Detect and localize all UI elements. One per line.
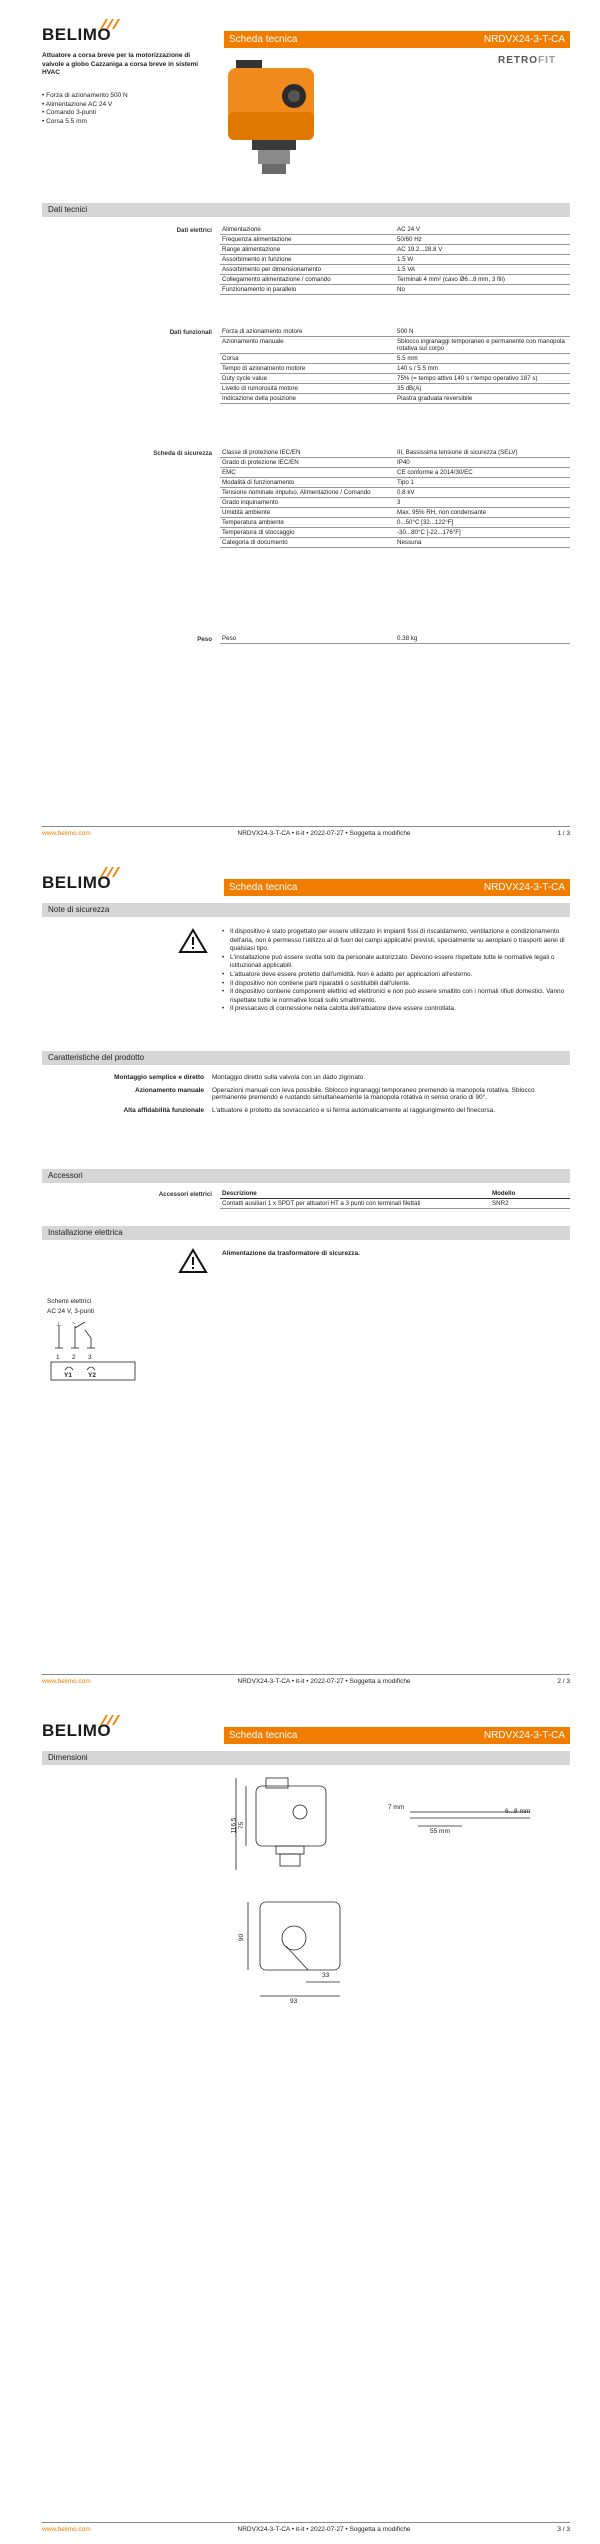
schema-subtitle: AC 24 V, 3-punti [47,1308,95,1315]
logo-wings-icon [98,17,120,31]
y2-label: Y2 [88,1372,96,1379]
belimo-logo: BELIMO [42,865,120,893]
banner-model: NRDVX24-3-T-CA [483,34,565,45]
section-caratteristiche: Caratteristiche del prodotto [42,1051,570,1065]
table-row: Grado di protezione IEC/EN IP40 [220,458,570,468]
dim-label: 7 mm [388,1804,405,1811]
table-row: Peso 0.38 kg [220,634,570,644]
footer [42,826,570,837]
dim-label: 6...8 mm [505,1808,531,1815]
list-item: • L'attuatore deve essere protetto dall'umidità. Non è adatto per applicazioni all'esterno. [222,971,567,980]
actuator-product-image [222,52,332,182]
features-list [42,1074,570,1120]
section-dimensioni: Dimensioni [42,1751,570,1765]
section-installazione-elettrica: Installazione elettrica [42,1226,570,1240]
dim-label: 55 mm [430,1828,450,1835]
table-row: Tensione nominale impulso, Alimentazione / Comando 0.8 kV [220,488,570,498]
table-row: Modalità di funzionamento Tipo 1 [220,478,570,488]
table-row: EMC CE conforme a 2014/30/EC [220,468,570,478]
table-row: Frequenza alimentazione 50/60 Hz [220,235,570,245]
electrical-warning: Alimentazione da trasformatore di sicurezza. [222,1250,360,1257]
terminal-label: 2 [72,1354,76,1361]
footer-link[interactable]: www.belimo.com [42,830,91,837]
dimension-drawing-cable [380,1792,540,1840]
logo-wings-icon [98,1713,120,1727]
y1-label: Y1 [64,1372,72,1379]
table-row: Assorbimento in funzione 1.5 W [220,255,570,265]
list-item: • Il pressacavo di connessione nella calotta dell'attuatore deve essere controllata. [222,1005,567,1014]
dim-label: 75 [238,1821,246,1830]
section-dati-tecnici: Dati tecnici [42,203,570,217]
page-2 [0,848,600,1696]
schema-title: Schemi elettrici [47,1298,92,1305]
section-note-sicurezza: Note di sicurezza [42,903,570,917]
table-row: Range alimentazione AC 19.2...28.8 V [220,245,570,255]
banner-title: Scheda tecnica [229,34,298,45]
table-row: Azionamento manuale Sblocco ingranaggi temporaneo e permanente con manopola rotativa sul corpo [220,337,570,354]
table-row: Forza di azionamento motore 500 N [220,327,570,337]
safety-list [222,928,567,1014]
group-label: Scheda di sicurezza [153,450,212,457]
list-item: • Il dispositivo è stato progettato per essere utilizzato in impianti fissi di riscaldamento, ventilazione e condizionamento dell'aria, non è permesso l'utilizzo al di fuori dei campi applicativi previsti, specialmente su aeroplani o trasporti aerei di qualsiasi tipo. [222,928,567,954]
table-row: Assorbimento per dimensionamento 1.5 VA [220,265,570,275]
dim-label: 90 [238,1933,246,1942]
group-label: Dati funzionali [169,329,212,336]
table-dati-funzionali [220,327,570,404]
section-accessori: Accessori [42,1169,570,1183]
table-row: Tempo di azionamento motore 140 s / 5.5 mm [220,364,570,374]
group-label: Accessori elettrici [158,1191,212,1198]
list-item: • Forza di azionamento 500 N [42,92,128,99]
table-row: Livello di rumorosità motore 35 dB(A) [220,384,570,394]
table-row: Contatti ausiliari 1 x SPDT per attuatori HT a 3 punti con terminali filettati SNR2 [220,1199,570,1209]
table-header: Descrizione Modello [220,1189,570,1199]
ac-symbol: ~ [72,1320,76,1327]
dim-label: 116.5 [230,1817,238,1834]
list-item: • Il dispositivo non contiene parti riparabili o sostituibili dall'utente. [222,980,567,989]
header-banner: Scheda tecnica NRDVX24-3-T-CA [224,1727,570,1744]
footer-doc: NRDVX24-3-T-CA • it-it • 2022-07-27 • Soggetta a modifiche [237,830,411,837]
table-row: Indicazione della posizione Piastra graduata reversibile [220,394,570,404]
table-row: Categoria di documento Nessuna [220,538,570,548]
logo-wings-icon [98,865,120,879]
ground-symbol: ⊥ [56,1321,62,1328]
warning-icon [178,1248,208,1274]
table-row: Duty cycle value 75% (= tempo attivo 140 s / tempo operativo 187 s) [220,374,570,384]
header-banner [224,31,570,48]
table-row: Collegamento alimentazione / comando Terminali 4 mm² (cavo Ø6...8 mm, 3 fili) [220,275,570,285]
table-row: Funzionamento in parallelo No [220,285,570,295]
dim-label: 33 [322,1972,330,1979]
table-accessori [220,1189,570,1209]
page-1 [0,0,600,848]
retrofit-logo: RETROFIT [498,55,556,66]
group-label: Peso [197,636,212,643]
table-row: Temperatura ambiente 0...50°C [32...122°F] [220,518,570,528]
list-item: • L'installazione può essere svolta solo da personale autorizzato. Devono essere rispettate tutte le normative legali o istituzionali applicabili. [222,954,567,971]
feature-row: Alta affidabilità funzionale L'attuatore è protetto da sovraccarico e si ferma automaticamente al raggiungimento del finecorsa. [123,1107,496,1114]
intro-bullets [42,92,212,126]
header-banner: Scheda tecnica NRDVX24-3-T-CA [224,879,570,896]
group-label: Dati elettrici [176,227,212,234]
page-number: 1 / 3 [557,830,570,837]
footer: www.belimo.com NRDVX24-3-T-CA • it-it • 2022-07-27 • Soggetta a modifiche 3 / 3 [42,2522,570,2533]
terminal-label: 1 [56,1354,60,1361]
footer-link[interactable]: www.belimo.com [42,2526,91,2533]
terminal-label: 3 [88,1354,92,1361]
list-item: • Corsa 5.5 mm [42,117,87,125]
dimension-drawing-top [234,1896,374,2016]
list-item: • Alimentazione AC 24 V [42,100,113,108]
list-item: • Il dispositivo contiene componenti elettrici ed elettronici e non può essere smaltito con i normali rifiuti domestici. Vanno rispettate tutte le normative locali sullo smaltimento. [222,988,567,1005]
product-description: Attuatore a corsa breve per la motorizzazione di valvole a globo Cazzaniga a corsa breve in sistemi HVAC [42,52,199,76]
belimo-logo: BELIMO [42,1713,120,1741]
table-row: Grado inquinamento 3 [220,498,570,508]
footer: www.belimo.com NRDVX24-3-T-CA • it-it • 2022-07-27 • Soggetta a modifiche 2 / 3 [42,1674,570,1685]
table-row: Corsa 5.5 mm [220,354,570,364]
table-row: Umidità ambiente Max. 95% RH, non condensante [220,508,570,518]
table-row: Temperatura di stoccaggio -30...80°C [-22...176°F] [220,528,570,538]
footer-link[interactable]: www.belimo.com [42,1678,91,1685]
belimo-logo: BELIMO [42,17,120,45]
table-peso [220,634,570,644]
page-3 [0,1696,600,2544]
warning-icon [178,928,208,954]
table-sicurezza [220,448,570,548]
dim-label: 93 [290,1998,298,2005]
page-number: 2 / 3 [557,1678,570,1685]
feature-row: Azionamento manuale Operazioni manuali con leva possibile. Sblocco ingranaggi temporaneo premendo la manopola rotativa. Sblocco permanente premendo e ruotando simultaneamente la manopola rotativa in senso orario di 90°. [135,1087,535,1101]
page-number: 3 / 3 [557,2526,570,2533]
table-dati-elettrici [220,225,570,295]
list-item: • Comando 3-punti [42,109,96,116]
table-row: Alimentazione AC 24 V [220,225,570,235]
feature-row: Montaggio semplice e diretto Montaggio diretto sulla valvola con un dado zigrinato. [114,1074,366,1081]
table-row: Classe di protezione IEC/EN III, Bassissima tensione di sicurezza (SELV) [220,448,570,458]
